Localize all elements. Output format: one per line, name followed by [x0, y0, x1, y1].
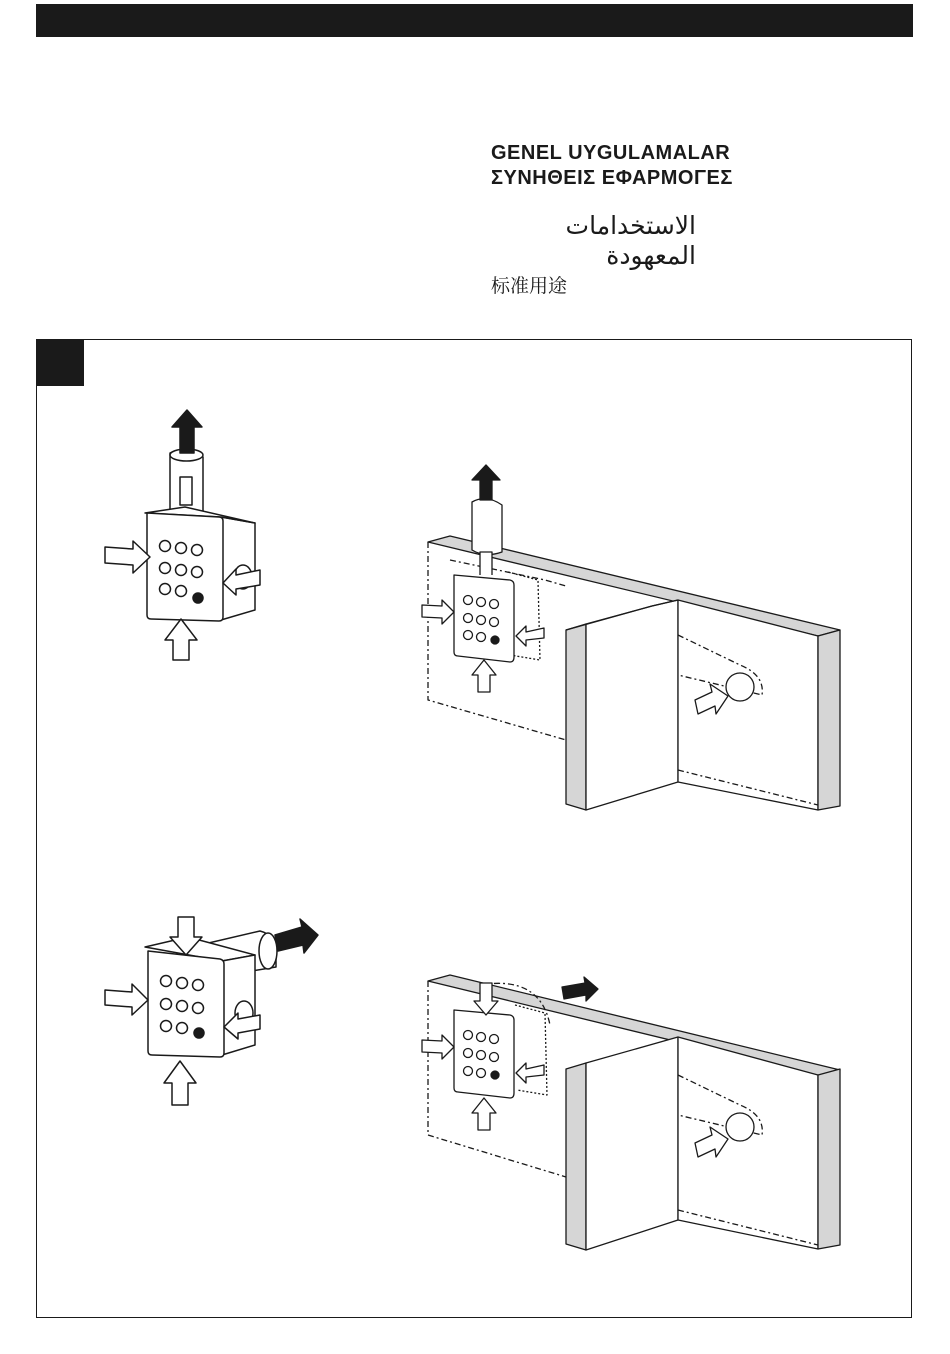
section-headings: [491, 141, 733, 299]
heading-arabic: الاستخدامات المعهودة: [565, 211, 696, 270]
fan-box-horizontal-exhaust: [100, 915, 330, 1115]
wall-install-vertical-exhaust: [420, 460, 850, 820]
top-header-bar: [36, 4, 913, 37]
wall-install-horizontal-exhaust: [420, 965, 850, 1255]
heading-greek: ΣΥΝΗΘΕΙΣ ΕΦΑΡΜΟΓΕΣ: [491, 167, 733, 189]
heading-turkish: GENEL UYGULAMALAR: [491, 142, 731, 164]
figure-number-tab: [37, 340, 84, 386]
heading-chinese: 标准用途: [491, 275, 568, 297]
fan-box-vertical-exhaust: [95, 405, 275, 670]
